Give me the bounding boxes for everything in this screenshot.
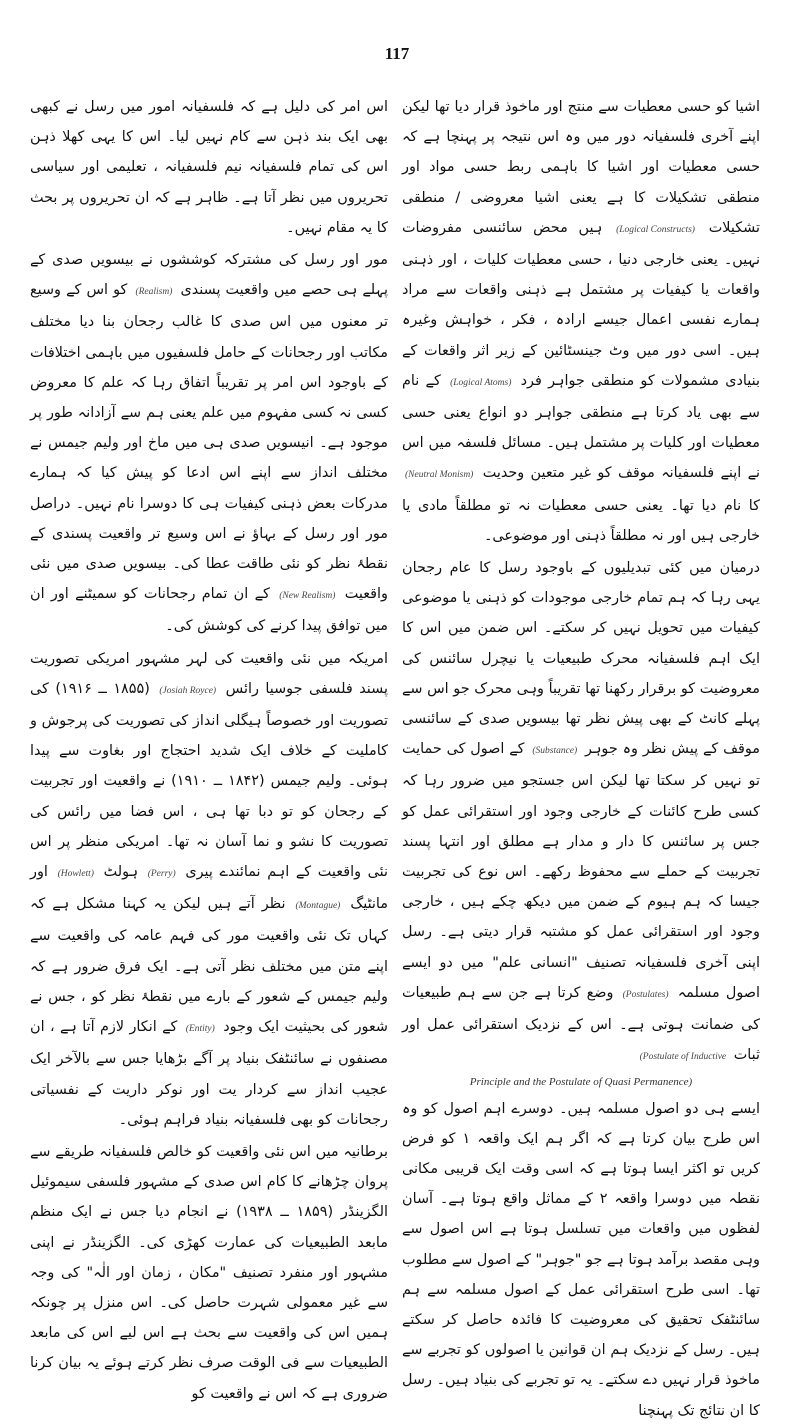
urdu-text: کو اس کے وسیع تر معنوں میں اس صدی کا غالب رجحان بنا دیا مختلف مکاتب اور رجحانات کے حامل فلسفیوں میں باہمی اختلافات کے باوجود اس امر پر تقریباً اتفاق رہا کہ علم کا معروض کسی نہ کسی مفہوم میں علم یعنی ہم سے آزادانہ طور پر موجود ہے۔ انیسویں صدی ہی میں ماخ اور ولیم جیمس نے مختلف انداز سے اپنے اس ادعا کو پیش کیا کہ ہمارے مدرکات بعض ذہنی کیفیات ہی کا دوسرا نام نہیں۔ دراصل مور اور رسل کے بہاؤ نے اس وسیع تر واقعیت پسندی کے نقطۂ نظر کو نئی طاقت عطا کی۔ بیسویں صدی میں نئی واقعیت [30, 282, 389, 603]
english-term: (Entity) [185, 1024, 215, 1035]
urdu-text: ہیں محض سائنسی مفروضات نہیں۔ یعنی خارجی دنیا ، حسی معطیات کلیات ، اور ذہنی واقعات یا کیفیات پر مشتمل ہے ذہنی واقعات سے مراد ہمارے نفسی اعمال جیسے ارادہ ، فکر ، خواہش وغیرہ ہیں۔ اسی دور میں وٹ جینسٹائین کے زیر اثر واقعات کے بنیادی مشمولات کو منطقی جواہر فرد [402, 219, 760, 389]
left-column [30, 92, 389, 1402]
english-term: (Montague) [295, 901, 341, 912]
english-term: (Howlett) [57, 869, 94, 880]
urdu-text: مور اور رسل کی مشترکہ کوششوں نے بیسویں صدی کے پہلے ہی حصے میں واقعیت پسندی [30, 252, 388, 299]
paragraph [402, 92, 760, 551]
urdu-text: (۱۸۵۵ ــ ۱۹۱۶) کی تصوریت اور خصوصاً ہیگلی انداز کی تصوریت کی پرجوش و کاملیت کے خلاف ایک شدید احتجاج اور بغاوت سے پیدا ہوئی۔ ولیم جیمس (۱۸۴۲ ــ ۱۹۱۰) نے واقعیت اور تجربیت کے رجحان کو تو دبا تھا ہی ، اس فضا میں رائس کی تصوریت کا نشو و نما آسان نہ تھا۔ امریکی منظر پر اس نئی واقعیت کے اہم نمائندے پیری [30, 680, 389, 881]
english-term: (Perry) [147, 869, 176, 880]
right-column [402, 92, 761, 1419]
urdu-text: کے نام سے بھی یاد کرتا ہے منطقی جواہر دو انواع یعنی حسی معطیات اور کلیات پر مشتمل ہیں۔ مسائل فلسفہ میں اس نے اپنے فلسفیانہ موقف کو غیر متعین وحدیت [402, 372, 761, 482]
paragraph [402, 1094, 760, 1426]
english-term: (Logical Constructs) [616, 224, 695, 235]
paragraph [402, 553, 760, 1072]
english-term: (Neutral Monism) [405, 470, 474, 481]
urdu-text: وضع کرتا ہے جن سے ہم طبیعیات کی ضمانت ہوتی ہے۔ اس کے نزدیک استقرائی عمل اور ثبات [402, 984, 761, 1064]
urdu-text: اشیا کو حسی معطیات سے منتج اور ماخوذ قرار دیا تھا لیکن اپنے آخری فلسفیانہ دور میں وہ اس نتیجہ پر پہنچا ہے کہ حسی معطیات اور اشیا کا باہمی ربط حسی مواد اور منطقی تشکیلات کا ہے یعنی اشیا معروضی / منطقی تشکیلات [402, 99, 761, 236]
paragraph [30, 92, 388, 243]
urdu-text: کا نام دیا تھا۔ یعنی حسی معطیات نہ تو مطلقاً مادی یا خارجی ہیں اور نہ مطلقاً ذہنی اور موضوعی۔ [402, 497, 760, 544]
urdu-text: اس امر کی دلیل ہے کہ فلسفیانہ امور میں رسل نے کبھی بھی ایک بند ذہن سے کام نہیں لیا۔ اس کا یہی کھلا ذہن اس کی تمام فلسفیانہ نیم فلسفیانہ ، تعلیمی اور سیاسی تحریروں میں نظر آتا ہے۔ ظاہر ہے کہ ان تحریروں پر بحث کا یہ مقام نہیں۔ [30, 99, 388, 236]
urdu-text: کے اصول کی حمایت تو نہیں کر سکتا تھا لیکن اس جستجو میں ضرور رہا کہ کسی طرح کائنات کے خارجی وجود اور استقرائی عمل کو جس پر سائنس کا دار و مدار ہے مطلق اور انتہا پسند تجربیت کے حملے سے محفوظ رکھے۔ اس نوع کی تجربیت جیسا کہ ہم ہیوم کے ضمن میں دیکھ چکے ہیں ، خارجی وجود اور استقرائی عمل کو مشتبہ قرار دیتی ہے۔ رسل اپنی آخری فلسفیانہ تصنیف "انسانی علم" میں دو ایسے اصول مسلمہ [402, 741, 761, 1001]
urdu-text: ایسے ہی دو اصول مسلمہ ہیں۔ دوسرے اہم اصول کو وہ اس طرح بیان کرتا ہے کہ اگر ہم ایک واقعہ ۱ کو فرض کریں تو اکثر ایسا ہوتا ہے کہ اسی وقت ایک قریبی مکانی نقطہ میں دوسرا واقعہ ۲ کے مماثل واقع ہوتا ہے۔ آسان لفظوں میں واقعات میں تسلسل ہوتا ہے اس اصول سے وہی مقصد برآمد ہوتا ہے جو "جوہر" کے اصول سے مطلوب تھا۔ اسی طرح استقرائی عمل کے اصول مسلمہ سے ہم سائنٹفک تحقیق کی معروضیت کا فائدہ حاصل کر سکتے ہیں۔ رسل کے نزدیک ہم ان قوانین یا اصولوں کو تجربے سے ماخوذ قرار نہیں دے سکتے۔ یہ تو تجربے کی بنیاد ہیں۔ رسل کا ان نتائج تک پہنچنا [402, 1100, 760, 1419]
urdu-text: برطانیہ میں اس نئی واقعیت کو خالص فلسفیانہ طریقے سے پروان چڑھانے کا کام اس صدی کے مشہور فلسفی سیموئیل الگزینڈر (۱۸۵۹ ــ ۱۹۳۸) نے انجام دیا جس نے ایک منظم مابعد الطبیعیات کی عمارت کھڑی کی۔ الگزینڈر نے اپنی مشہور اور منفرد تصنیف "مکان ، زمان اور الٰہ" کی وجہ سے غیر معمولی شہرت حاصل کی۔ اس منزل پر چونکہ ہمیں اس کی واقعیت سے بحث ہے اس لیے اس کی مابعد الطبیعیات سے فی الوقت صرف نظر کرتے ہوئے یہ بیان کرنا ضروری ہے کہ اس نے واقعیت کو [30, 1143, 388, 1402]
english-term: (Realism) [135, 287, 173, 298]
paragraph [30, 644, 388, 1135]
english-term: (Substance) [532, 746, 578, 757]
urdu-text: درمیان میں کئی تبدیلیوں کے باوجود رسل کا عام رجحان یہی رہا کہ ہم تمام خارجی موجودات کو ذہنی یا موضوعی کیفیات میں تحویل نہیں کر سکتے۔ اس ضمن میں اس کا ایک اہم فلسفیانہ محرک طبیعیات یا نیچرل سائنس کی معروضیت کو برقرار رکھنا تھا تقریباً وہی محرک جو اس سے پہلے کانٹ کے بھی پیش نظر تھا بیسویں صدی کے سائنسی موقف کے پیش نظر وہ جوہر [402, 560, 760, 758]
english-term: (Postulate of Inductive [639, 1052, 727, 1063]
urdu-text: امریکہ میں نئی واقعیت کی لہر مشہور امریکی تصوریت پسند فلسفی جوسیا رائس [30, 650, 388, 697]
urdu-text: کے انکار لازم آتا ہے ، ان مصنفوں نے سائنٹفک بنیاد پر آگے بڑھایا جس سے بالآخر ایک عجیب انداز سے کردار یت اور نوکر داریت کے نفسیاتی رجحانات کو بھی فلسفیانہ بنیاد فراہم ہوئی۔ [30, 1019, 388, 1128]
english-gloss-line: Principle and the Postulate of Quasi Permanence) [469, 1075, 693, 1088]
urdu-text: کے ان تمام رجحانات کو سمیٹنے اور ان میں توافق پیدا کرنے کی کوشش کی۔ [30, 586, 388, 635]
page-number: 117 [384, 44, 410, 63]
english-term: (Logical Atoms) [450, 377, 512, 388]
paragraph [30, 245, 388, 642]
urdu-text: نظر آتے ہیں لیکن یہ کہنا مشکل ہے کہ کہاں تک نئی واقعیت مور کی فہم عامہ کی واقعیت سے اپنے متن میں مختلف نظر آتی ہے۔ ایک فرق ضرور ہے کہ ولیم جیمس کے شعور کے بارے میں نقطۂ نظر کو ، جس نے شعور کی بحیثیت ایک وجود [30, 896, 388, 1036]
paragraph [30, 1137, 388, 1409]
english-term: (Postulates) [622, 989, 669, 1000]
english-term: (Josiah Royce) [159, 685, 217, 696]
urdu-text: ہولٹ [103, 864, 139, 881]
urdu-text: اور مانٹیگ [30, 864, 389, 913]
english-term: (New Realism) [279, 591, 336, 602]
